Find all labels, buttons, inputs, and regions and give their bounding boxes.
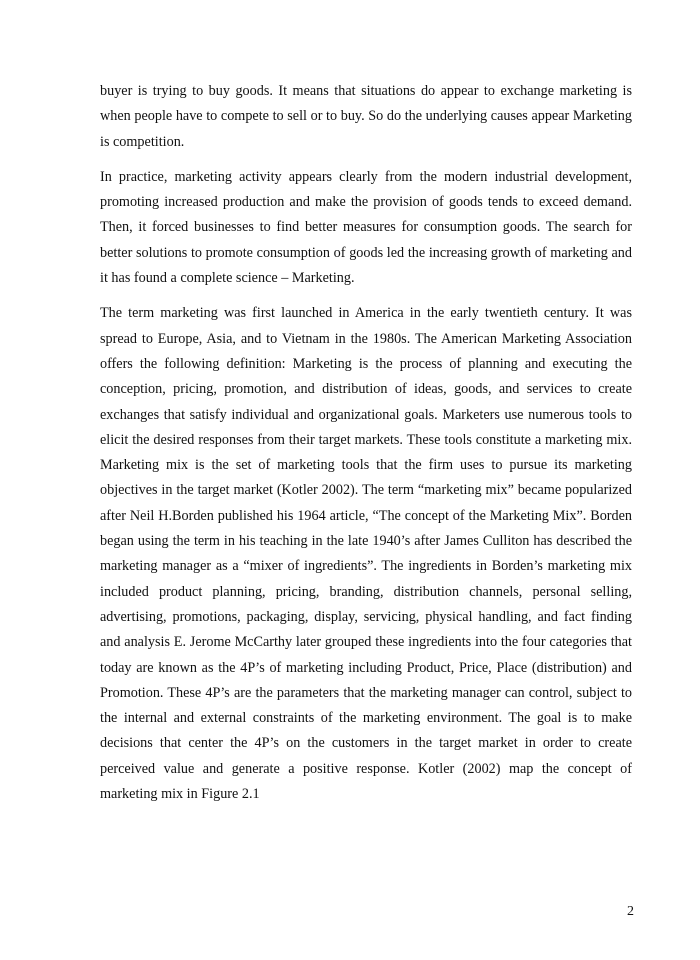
page-number: 2 <box>627 904 634 919</box>
body-text <box>100 79 632 817</box>
paragraph-2: In practice, marketing activity appears clearly from the modern industrial development, promoting increased production and make the provision of goods tends to exceed demand. Then, it forced businesses to find better measures for consumption goods. The search for better solutions to promote consumption of goods led the increasing growth of marketing and it has found a complete science – Marketing. <box>100 168 632 287</box>
paragraph-3: The term marketing was first launched in America in the early twentieth century. It was spread to Europe, Asia, and to Vietnam in the 1980s. The American Marketing Association offers the following definition: Marketing is the process of planning and executing the conception, pricing, promotion, and distribution of ideas, goods, and services to create exchanges that satisfy individual and organizational goals. Marketers use numerous tools to elicit the desired responses from their target markets. These tools constitute a marketing mix. Marketing mix is the set of marketing tools that the firm uses to pursue its marketing objectives in the target market (Kotler 2002). The term “marketing mix” became popularized after Neil H.Borden published his 1964 article, “The concept of the Marketing Mix”. Borden began using the term in his teaching in the late 1940’s after James Culliton has described the marketing manager as a “mixer of ingredients”. The ingredients in Borden’s marketing mix included product planning, pricing, branding, distribution channels, personal selling, advertising, promotions, packaging, display, servicing, physical handling, and fact finding and analysis E. Jerome McCarthy later grouped these ingredients into the four categories that today are known as the 4P’s of marketing including Product, Price, Place (distribution) and Promotion. These 4P’s are the parameters that the marketing manager can control, subject to the internal and external constraints of the marketing environment. The goal is to make decisions that center the 4P’s on the customers in the target market in order to create perceived value and generate a positive response. Kotler (2002) map the concept of marketing mix in Figure 2.1 <box>100 305 632 803</box>
paragraph-1: buyer is trying to buy goods. It means that situations do appear to exchange marketing is when people have to compete to sell or to buy. So do the underlying causes appear Marketing is competition. <box>100 83 632 150</box>
